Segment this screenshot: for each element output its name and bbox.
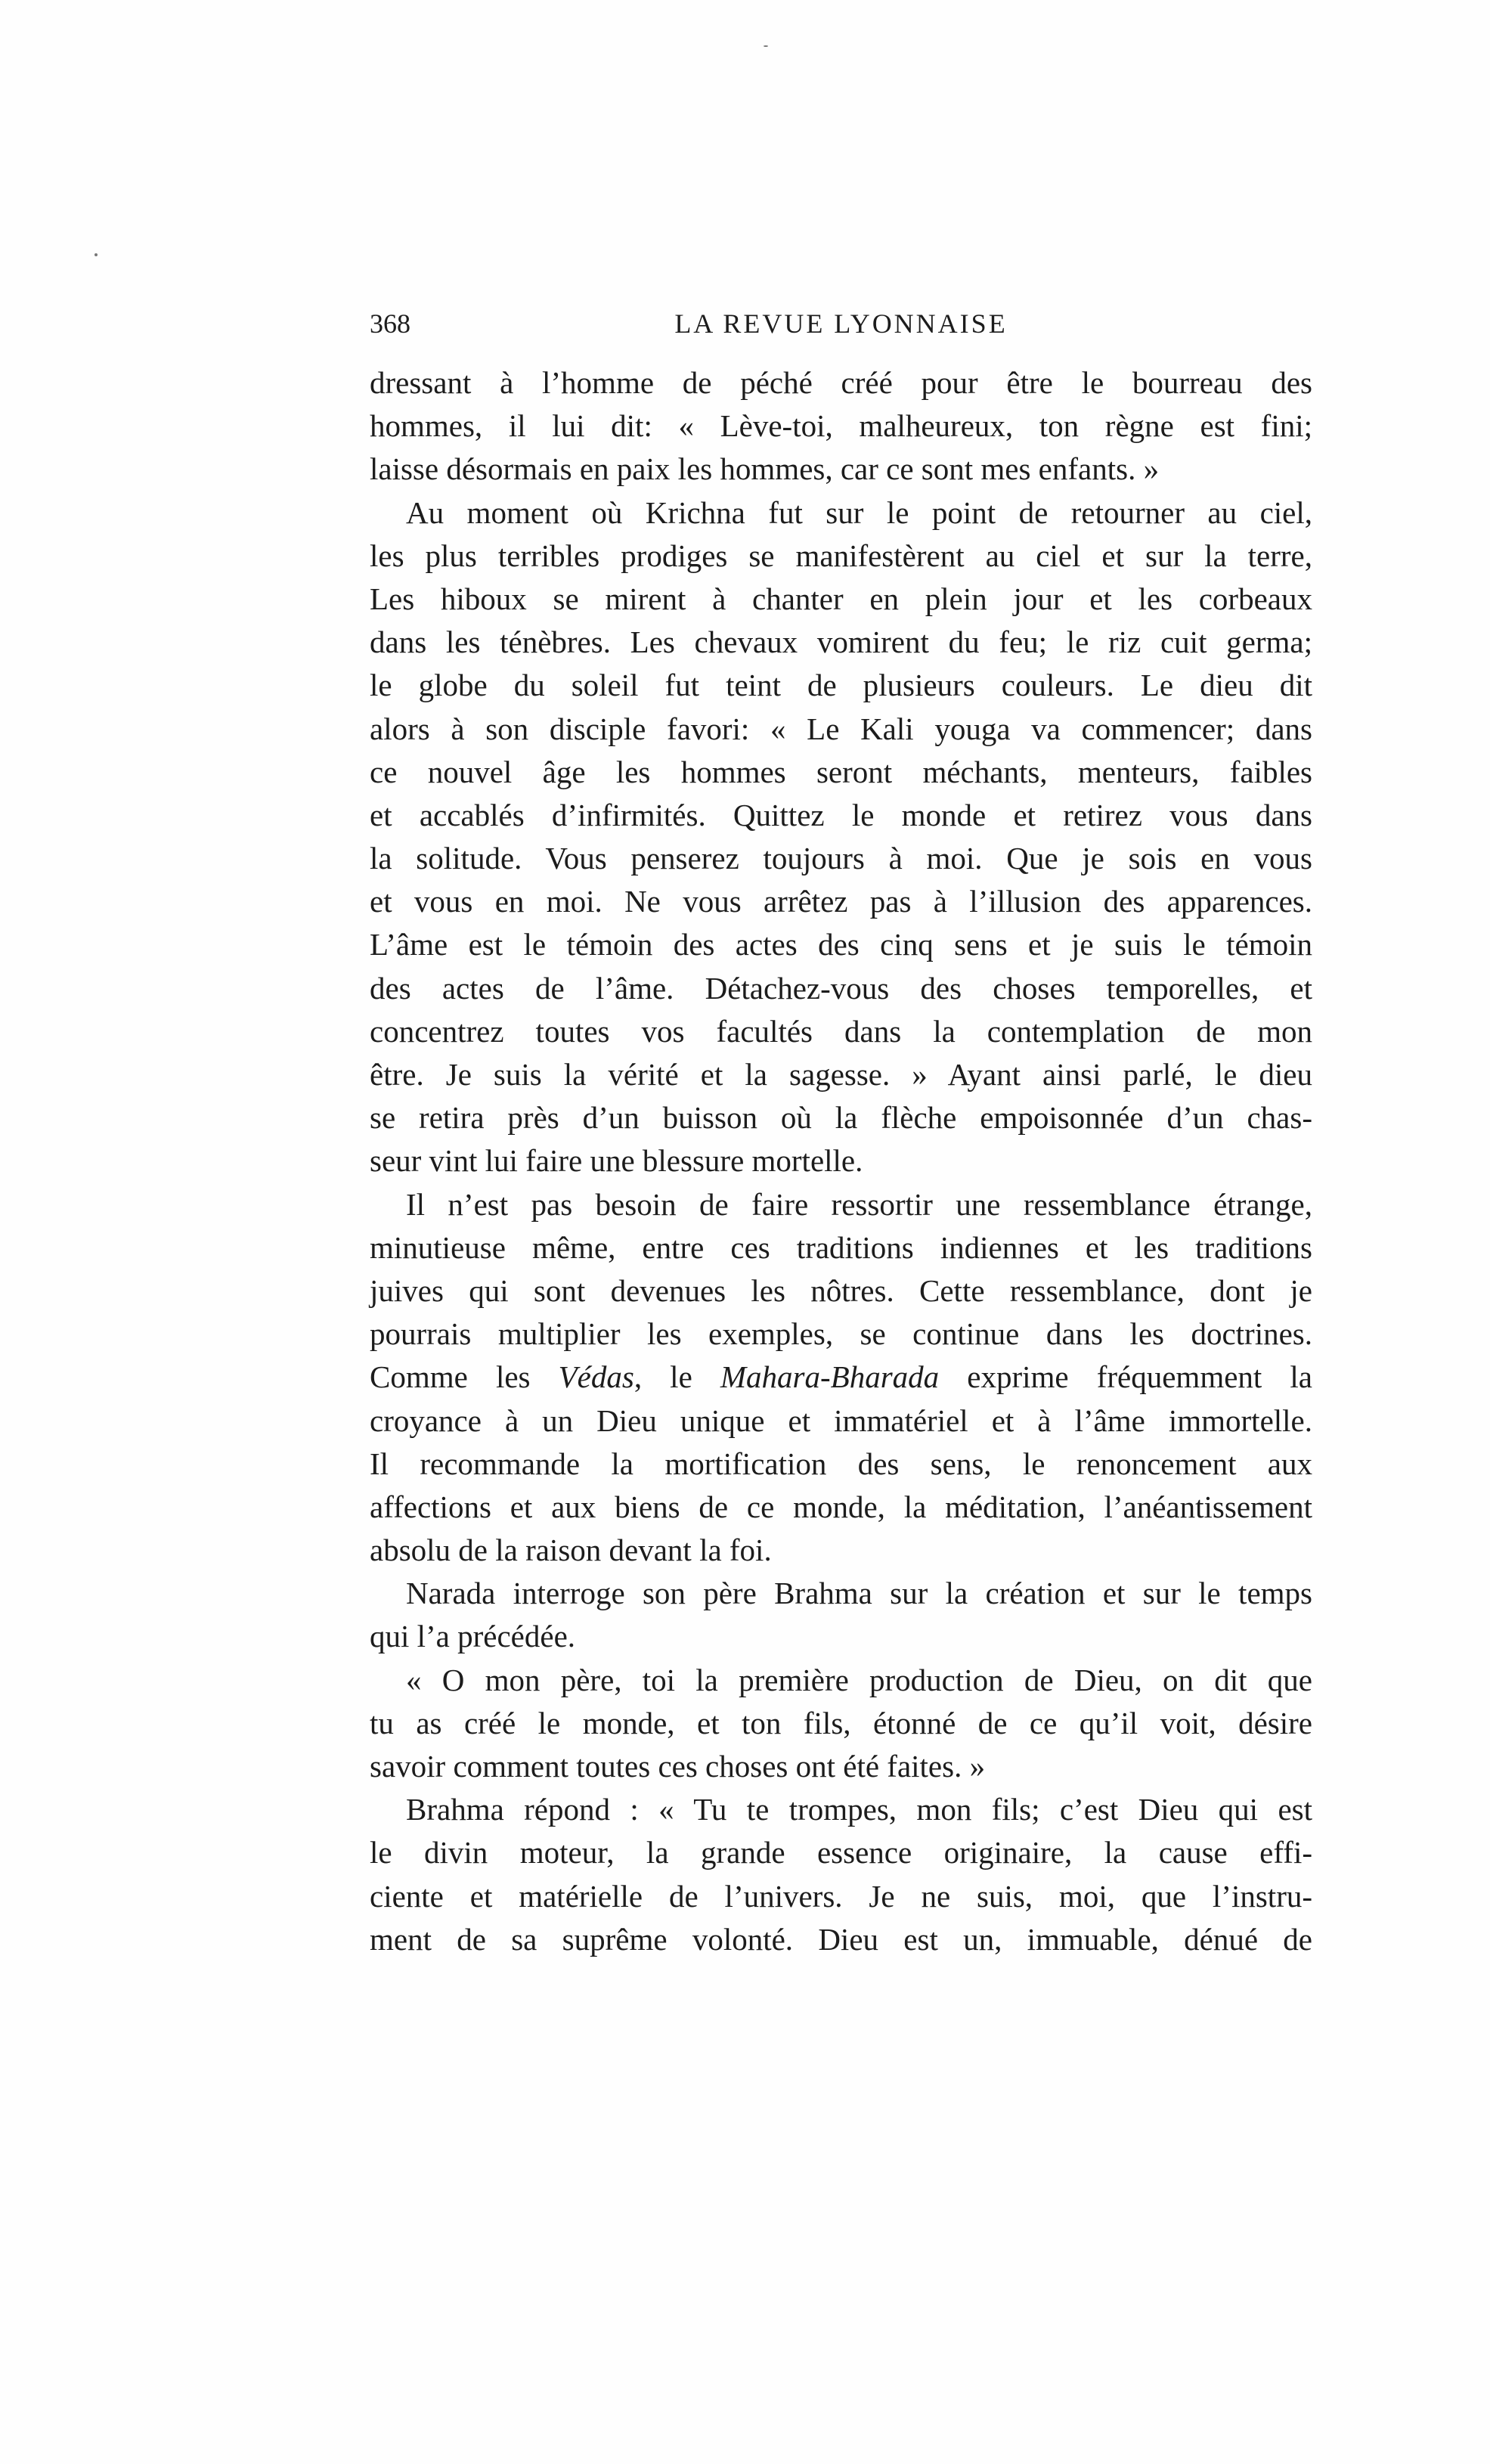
text-segment: croyance à un Dieu unique et immatériel et à l’âme immortelle. (370, 1402, 1312, 1438)
text-segment: exprime fréquemment la (939, 1359, 1312, 1395)
text-line (370, 1313, 1312, 1356)
text-segment: et vous en moi. Ne vous arrêtez pas à l’illusion des apparences. (370, 884, 1312, 919)
text-segment: dans les ténèbres. Les chevaux vomirent du feu; le riz cuit germa; (370, 625, 1312, 660)
text-segment: les plus terribles prodiges se manifestèrent au ciel et sur la terre, (370, 538, 1312, 573)
text-segment: qui l’a précédée. (370, 1619, 576, 1654)
text-line (370, 1572, 1312, 1615)
text-line (370, 1399, 1312, 1443)
text-segment: savoir comment toutes ces choses ont été faites. » (370, 1749, 986, 1784)
text-segment: ciente et matérielle de l’univers. Je ne suis, moi, que l’instru- (370, 1878, 1312, 1914)
text-line (370, 708, 1312, 751)
text-segment: laisse désormais en paix les hommes, car ce sont mes enfants. » (370, 451, 1160, 487)
text-segment: la solitude. Vous penserez toujours à moi. Que je sois en vous (370, 841, 1312, 876)
text-line (370, 967, 1312, 1010)
paragraph (370, 361, 1312, 491)
text-segment: se retira près d’un buisson où la flèche empoisonnée d’un chas- (370, 1100, 1312, 1136)
text-line (370, 794, 1312, 837)
text-line (370, 1659, 1312, 1702)
text-segment: absolu de la raison devant la foi. (370, 1533, 772, 1568)
paragraph (370, 491, 1312, 1183)
paragraph (370, 1788, 1312, 1961)
text-line (370, 1053, 1312, 1096)
text-line (370, 1831, 1312, 1874)
text-segment: Narada interroge son père Brahma sur la création et sur le temps (406, 1576, 1312, 1611)
text-line (370, 1702, 1312, 1745)
text-segment: Les hiboux se mirent à chanter en plein jour et les corbeaux (370, 581, 1312, 616)
paper-speck (94, 253, 98, 256)
text-line (370, 535, 1312, 578)
paragraph (370, 1183, 1312, 1573)
text-line (370, 1486, 1312, 1529)
running-title: LA REVUE LYONNAISE (674, 308, 1008, 339)
text-line (370, 621, 1312, 664)
text-segment: alors à son disciple favori: « Le Kali youga va commencer; dans (370, 711, 1312, 746)
text-line (370, 751, 1312, 794)
text-line (370, 361, 1312, 404)
text-line (370, 1443, 1312, 1486)
text-line (370, 1745, 1312, 1788)
text-segment: ce nouvel âge les hommes seront méchants, menteurs, faibles (370, 754, 1312, 789)
text-segment: Au moment où Krichna fut sur le point de retourner au ciel, (406, 494, 1312, 530)
text-line (370, 880, 1312, 923)
text-segment: et accablés d’infirmités. Quittez le monde et retirez vous dans (370, 797, 1312, 832)
text-segment: minutieuse même, entre ces traditions indiennes et les traditions (370, 1229, 1312, 1265)
text-segment: tu as créé le monde, et ton fils, étonné de ce qu’il voit, désire (370, 1705, 1312, 1740)
text-line (370, 1010, 1312, 1053)
paragraph (370, 1572, 1312, 1658)
text-line (370, 491, 1312, 535)
text-segment: , le (633, 1359, 720, 1395)
text-segment: le globe du soleil fut teint de plusieurs couleurs. Le dieu dit (370, 668, 1312, 703)
text-line (370, 1918, 1312, 1961)
text-line (370, 923, 1312, 966)
text-line (370, 1356, 1312, 1399)
text-line (370, 1183, 1312, 1226)
text-segment: « O mon père, toi la première production de Dieu, on dit que (406, 1662, 1312, 1697)
text-line (370, 837, 1312, 880)
text-segment: ment de sa suprême volonté. Dieu est un, immuable, dénué de (370, 1921, 1312, 1957)
text-line (370, 664, 1312, 707)
text-line (370, 448, 1312, 491)
text-segment: Il recommande la mortification des sens, le renoncement aux (370, 1446, 1312, 1481)
italic-title: Védas (558, 1359, 634, 1395)
text-line (370, 404, 1312, 448)
text-line (370, 1788, 1312, 1831)
text-line (370, 1615, 1312, 1658)
paper-speck (764, 45, 768, 47)
text-segment: Brahma répond : « Tu te trompes, mon fils; c’est Dieu qui est (406, 1792, 1312, 1827)
paragraph (370, 1659, 1312, 1789)
text-segment: Comme les (370, 1359, 559, 1395)
text-segment: Il n’est pas besoin de faire ressortir une ressemblance étrange, (406, 1186, 1312, 1222)
text-segment: concentrez toutes vos facultés dans la contemplation de mon (370, 1013, 1312, 1049)
page-number: 368 (370, 308, 410, 339)
text-line (370, 1226, 1312, 1269)
text-segment: le divin moteur, la grande essence originaire, la cause effi- (370, 1835, 1312, 1870)
text-segment: hommes, il lui dit: « Lève-toi, malheureux, ton règne est fini; (370, 408, 1312, 444)
text-segment: seur vint lui faire une blessure mortelle. (370, 1143, 863, 1179)
text-segment: être. Je suis la vérité et la sagesse. » Ayant ainsi parlé, le dieu (370, 1057, 1312, 1092)
text-segment: juives qui sont devenues les nôtres. Cette ressemblance, dont je (370, 1272, 1312, 1308)
text-segment: des actes de l’âme. Détachez-vous des choses temporelles, et (370, 970, 1312, 1006)
text-line (370, 1139, 1312, 1182)
text-line (370, 1096, 1312, 1139)
text-line (370, 1875, 1312, 1918)
text-line (370, 578, 1312, 621)
text-line (370, 1269, 1312, 1313)
text-segment: pourrais multiplier les exemples, se continue dans les doctrines. (370, 1316, 1312, 1352)
italic-title: Mahara-Bharada (720, 1359, 940, 1395)
text-segment: L’âme est le témoin des actes des cinq sens et je suis le témoin (370, 927, 1312, 962)
body-text (370, 361, 1312, 1961)
text-line (370, 1529, 1312, 1572)
text-segment: affections et aux biens de ce monde, la méditation, l’anéantissement (370, 1489, 1312, 1524)
text-segment: dressant à l’homme de péché créé pour être le bourreau des (370, 365, 1312, 400)
